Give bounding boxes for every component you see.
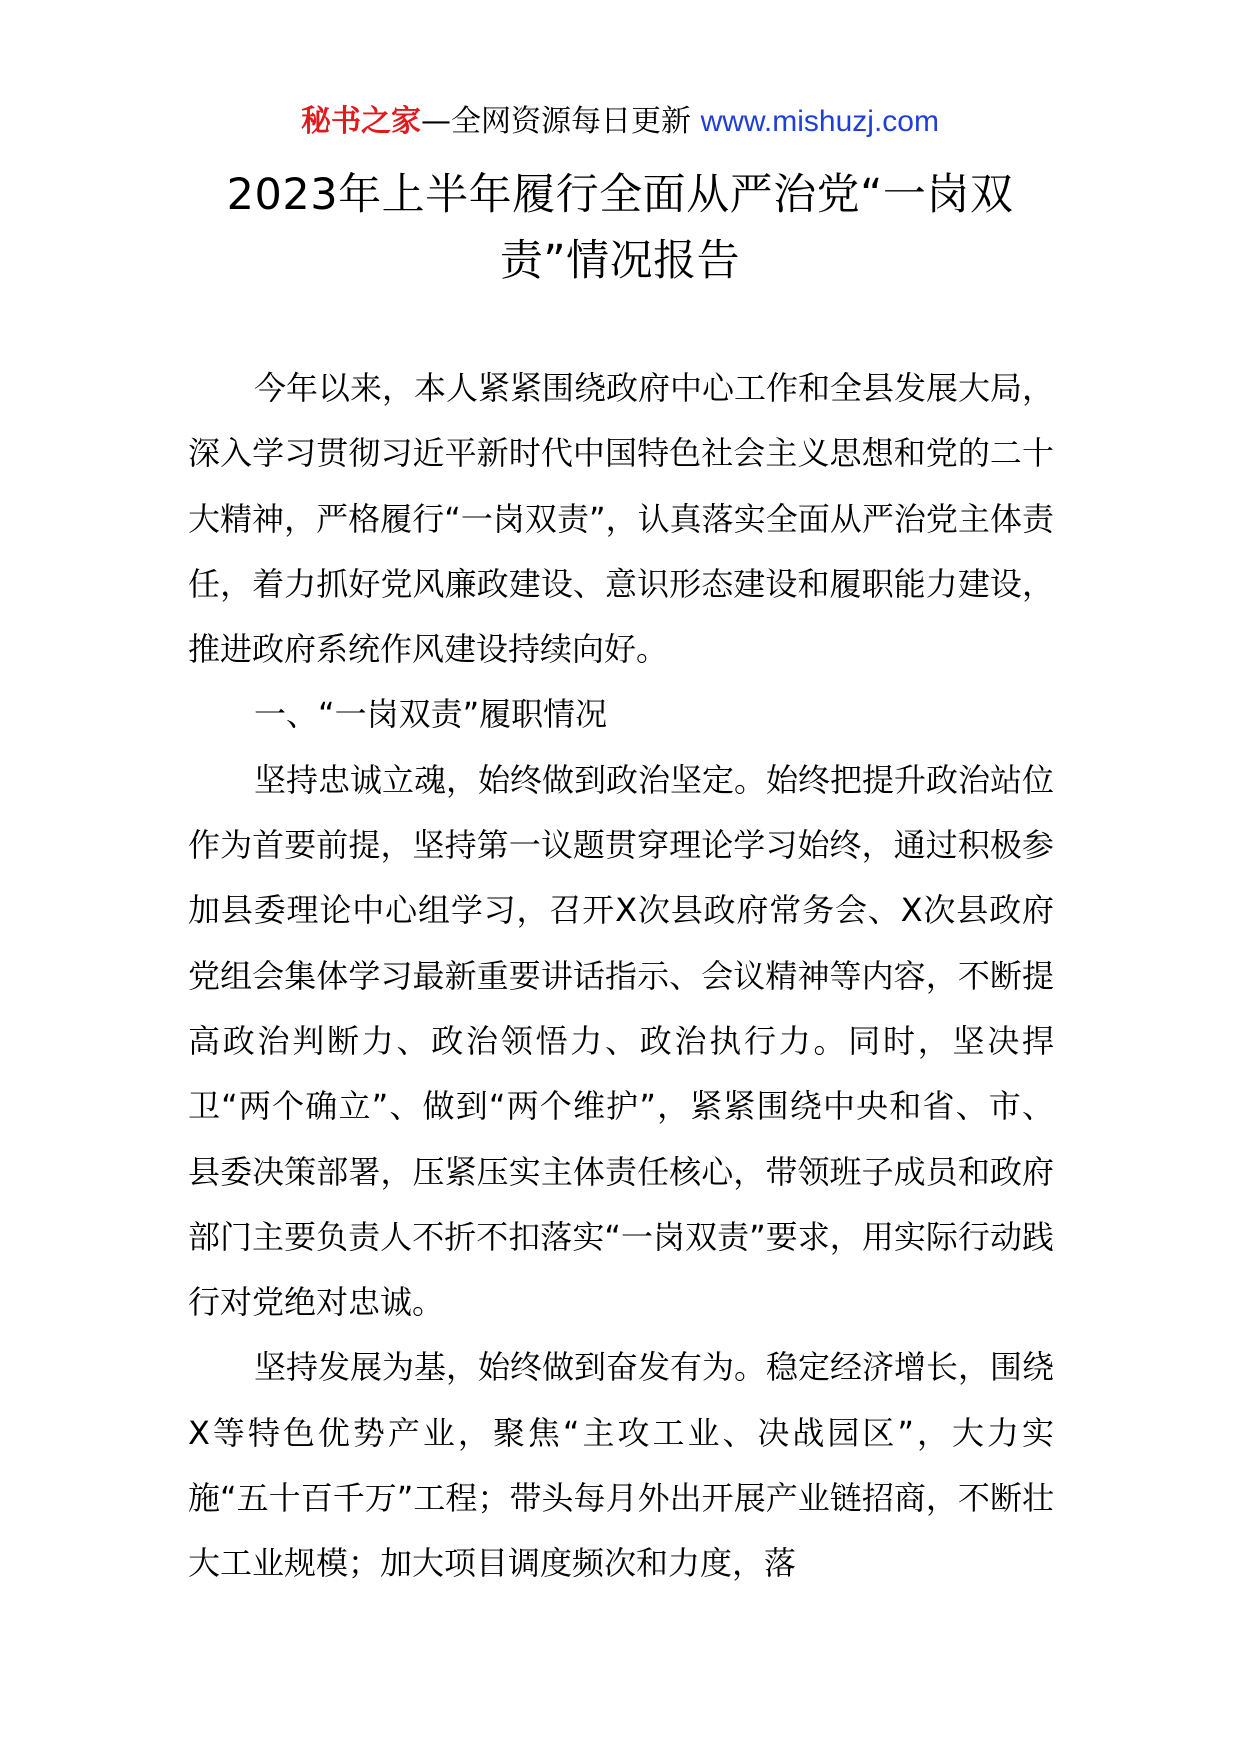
site-url-link[interactable]: www.mishuzj.com — [700, 105, 939, 138]
site-tagline: —全网资源每日更新 — [421, 104, 701, 139]
site-header — [0, 100, 1240, 144]
body-paragraph: 坚持发展为基，始终做到奋发有为。稳定经济增长，围绕X等特色优势产业，聚焦“主攻工业、决战园区”，大力实施“五十百千万”工程；带头每月外出开展产业链招商，不断壮大工业规模；加大项目调度频次和力度，落 — [188, 1348, 1055, 1583]
intro-paragraph: 今年以来，本人紧紧围绕政府中心工作和全县发展大局，深入学习贯彻习近平新时代中国特色社会主义思想和党的二十大精神，严格履行“一岗双责”，认真落实全面从严治党主体责任，着力抓好党风廉政建设、意识形态建设和履职能力建设，推进政府系统作风建设持续向好。 — [188, 369, 1055, 669]
document-title: 2023年上半年履行全面从严治党“一岗双责”情况报告 — [226, 170, 1014, 286]
section-heading: 一、“一岗双责”履职情况 — [254, 695, 608, 734]
body-paragraph: 坚持忠诚立魂，始终做到政治坚定。始终把提升政治站位作为首要前提，坚持第一议题贯穿理论学习始终，通过积极参加县委理论中心组学习，召开X次县政府常务会、X次县政府党组会集体学习最新重要讲话指示、会议精神等内容，不断提高政治判断力、政治领悟力、政治执行力。同时，坚决捍卫“两个确立”、做到“两个维护”，紧紧围绕中央和省、市、县委决策部署，压紧压实主体责任核心，带领班子成员和政府部门主要负责人不折不扣落实“一岗双责”要求，用实际行动践行对党绝对忠诚。 — [188, 760, 1055, 1322]
brand-name: 秘书之家 — [301, 104, 422, 139]
document-body — [188, 356, 1054, 1597]
